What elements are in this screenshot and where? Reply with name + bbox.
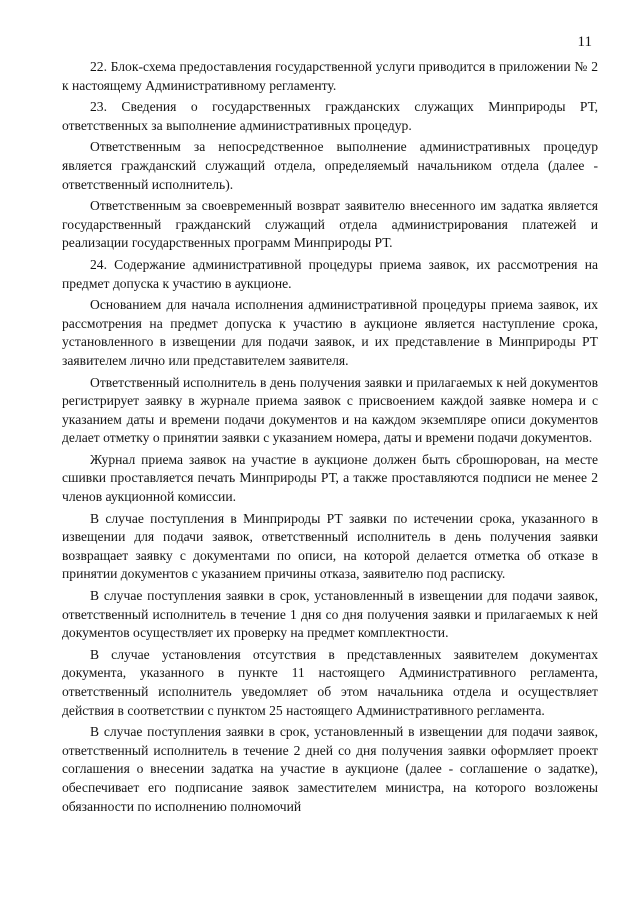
paragraph: Журнал приема заявок на участие в аукционе должен быть сброшюрован, на месте сшивки проставляется печать Минприроды РТ, а также проставляются подписи не менее 2 членов аукционной комиссии. [62,451,598,505]
page-number: 11 [577,34,592,50]
paragraph: Ответственным за своевременный возврат заявителю внесенного им задатка является государственный гражданский служащий отдела администрирования платежей и реализации государственных программ Минприроды РТ. [62,198,598,251]
paragraph: В случае поступления заявки в срок, установленный в извещении для подачи заявок, ответственный исполнитель в течение 1 дня со дня получения заявки и прилагаемых к ней документов осуществляет их проверку на предмет комплектности. [62,588,598,641]
paragraph-23: 23. Сведения о государственных гражданских служащих Минприроды РТ, ответственных за выполнение административных процедур. [62,99,598,133]
paragraph: В случае установления отсутствия в представленных заявителем документах документа, указанного в пункте 11 настоящего Административного регламента, ответственный исполнитель уведомляет об этом начальника отдела и осуществляет действия в соответствии с пунктом 25 настоящего Административного регламента. [62,646,598,718]
paragraph: В случае поступления в Минприроды РТ заявки по истечении срока, указанного в извещении для подачи заявок, ответственный исполнитель в день получения заявки возвращает заявку с документами по описи, на которой делается отметка об отказе в принятии документов с указанием причины отказа, заявителю под расписку. [62,510,598,582]
paragraph-22: 22. Блок-схема предоставления государственной услуги приводится в приложении № 2 к настоящему Административному регламенту. [62,59,598,93]
paragraph-24: 24. Содержание административной процедуры приема заявок, их рассмотрения на предмет допуска к участию в аукционе. [62,256,598,291]
paragraph: Ответственным за непосредственное выполнение административных процедур является гражданский служащий отдела, определяемый начальником отдела (далее - ответственный исполнитель). [62,139,598,192]
paragraph: В случае поступления заявки в срок, установленный в извещении для подачи заявок, ответственный исполнитель в течение 2 дней со дня получения заявки оформляет проект соглашения о внесении задатка на участие в аукционе (далее - соглашение о задатке), обеспечивает его подписание заявок заместителем министра, на которого возложены обязанности по исполнению полномочий [62,724,598,814]
document-body [62,58,598,819]
paragraph: Основанием для начала исполнения административной процедуры приема заявок, их рассмотрения на предмет допуска к участию в аукционе является наступление срока, установленного в извещении для подачи заявок, и их представление в Минприроды РТ заявителем лично или представителем заявителя. [62,297,598,368]
paragraph: Ответственный исполнитель в день получения заявки и прилагаемых к ней документов регистрирует заявку в журнале приема заявок с присвоением каждой заявке номера и с указанием даты и времени подачи документов и на каждом экземпляре описи документов делает отметку о принятии заявки с указанием номера, даты и времени подачи документов. [62,374,598,446]
